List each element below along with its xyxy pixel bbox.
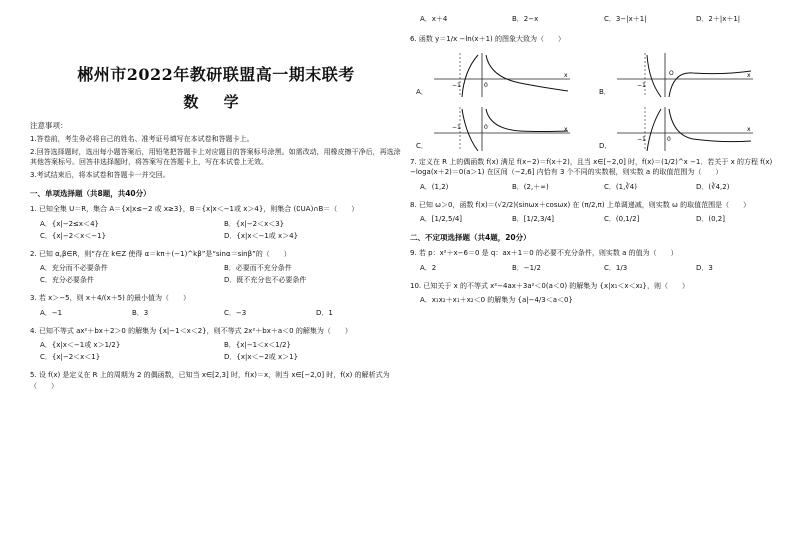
option-b: B．必要而不充分条件	[224, 264, 292, 272]
option-c: C．{x|−2＜x＜1}	[40, 353, 101, 361]
graph-label: B．	[599, 87, 611, 96]
question-1-options	[40, 219, 402, 241]
axis-mark-neg-one: −1	[452, 81, 461, 89]
question-7: 7. 定义在 R 上的偶函数 f(x) 满足 f(x−2)＝f(x＋2)，且当 x∈[−2,0] 时，f(x)＝(1/2)^x −1．若关于 x 的方程 f(x)−loga(x＋2)＝0(a＞1) 在区间（−2,6] 内恰有 3 个不同的实数根，则实数 a 的取值范围为（ ）	[410, 157, 773, 176]
question-2-options	[40, 263, 402, 285]
option-c: C．(1,∛4)	[604, 182, 637, 191]
graph-option-b	[599, 51, 782, 99]
option-d: D．(0,2]	[696, 215, 725, 223]
question-6: 6. 函数 y＝1/x −ln(x＋1) 的图象大致为（ ）	[410, 35, 565, 43]
option-b: B．{x|−1＜x＜1/2}	[224, 341, 291, 349]
question-2: 2. 已知 α,β∈R，则“存在 k∈Z 使得 α＝kπ＋(−1)^kβ”是“sinα＝sinβ”的（ ）	[30, 249, 291, 258]
question-8-options	[420, 214, 782, 224]
graph-a-plot	[430, 51, 580, 99]
exam-subject: 数 学	[183, 93, 249, 111]
notice-item: 2.回答选择题时，选出每小题答案后，用铅笔把答题卡上对应题目的答案标号涂黑。如需改动，用橡皮擦干净后，再选涂其他答案标号。回答非选择题时，将答案写在答题卡上，写在本试卷上无效。	[30, 148, 401, 166]
option-a: A．{x|x＜−1或 x＞1/2}	[40, 341, 121, 349]
option-a: A．[1/2,5/4]	[420, 215, 463, 223]
option-a: A．充分而不必要条件	[40, 264, 108, 272]
option-d: D．既不充分也不必要条件	[224, 276, 307, 284]
graph-c-plot	[430, 105, 580, 153]
axis-mark-x: x	[564, 125, 568, 133]
option-b: B．{x|−2＜x＜3}	[224, 219, 285, 228]
question-4-options	[40, 340, 402, 362]
option-d: D．(∛4,2)	[696, 182, 730, 191]
question-10-option-a: A．x₁x₂＋x₁＋x₂＜0 的解集为 {a|−4/3＜a＜0}	[420, 296, 573, 304]
question-1: 1. 已知全集 U＝R，集合 A＝{x|x≤−2 或 x≥3}，B＝{x|x＜−1或 x＞4}，则集合 (∁UA)∩B＝（ ）	[30, 205, 359, 213]
option-d: D．2＋|x＋1|	[696, 15, 741, 23]
option-c: C．充分必要条件	[40, 276, 94, 284]
graph-option-a	[416, 51, 599, 99]
axis-mark-neg-one: −1	[637, 135, 646, 143]
question-3-options	[40, 308, 402, 318]
option-a: A．−1	[40, 308, 63, 317]
notice-item: 1.答卷前，考生务必将自己的姓名、准考证号填写在本试卷和答题卡上。	[30, 135, 254, 143]
option-a: A．x＋4	[420, 15, 448, 23]
axis-mark-x: x	[564, 71, 568, 79]
option-a: A．2	[420, 263, 437, 272]
notice-block	[30, 120, 402, 180]
right-column	[410, 14, 782, 310]
option-d: D．{x|x＜−2或 x＞1}	[224, 353, 299, 361]
left-column	[30, 40, 402, 395]
option-d: D．3	[696, 263, 713, 272]
graph-option-d	[599, 105, 782, 153]
graph-label: C．	[416, 141, 428, 150]
graph-option-c	[416, 105, 599, 153]
exam-title: 郴州市2022年教研联盟高一期末联考	[77, 65, 355, 84]
option-b: B．(2,＋∞)	[512, 182, 549, 191]
notice-title: 注意事项：	[30, 121, 68, 130]
option-c: C．1/3	[604, 263, 628, 272]
option-a: A．{x|−2≤x＜4}	[40, 219, 99, 228]
axis-mark-zero: 0	[484, 123, 488, 131]
section-heading: 一、单项选择题（共8题，共40分）	[30, 189, 151, 198]
axis-mark-x: x	[747, 125, 751, 133]
notice-item: 3.考试结束后，将本试卷和答题卡一并交回。	[30, 171, 170, 179]
question-5: 5. 设 f(x) 是定义在 R 上的周期为 2 的偶函数，已知当 x∈[2,3] 时，f(x)＝x，则当 x∈[−2,0] 时，f(x) 的解析式为（ ）	[30, 371, 390, 390]
option-d: D．{x|x＜−1或 x＞4}	[224, 231, 299, 240]
axis-mark-neg-one: −1	[452, 123, 461, 131]
option-c: C．−3	[224, 308, 247, 317]
axis-mark-zero: 0	[484, 81, 488, 89]
option-b: B．2−x	[512, 15, 539, 23]
axis-mark-zero: 0	[667, 135, 671, 143]
option-b: B．−1/2	[512, 263, 541, 272]
option-c: C．(0,1/2]	[604, 215, 640, 223]
question-6-graphs	[416, 51, 782, 153]
graph-b-plot	[613, 51, 763, 99]
axis-mark-origin: O	[669, 69, 674, 77]
question-9-options	[420, 263, 782, 273]
option-c: C．3−|x＋1|	[604, 15, 647, 23]
question-7-options	[420, 182, 782, 192]
graph-d-plot	[613, 105, 763, 153]
question-4: 4. 已知不等式 ax²＋bx＋2＞0 的解集为 {x|−1＜x＜2}，则不等式 2x²＋bx＋a＜0 的解集为（ ）	[30, 326, 352, 335]
option-a: A．(1,2)	[420, 182, 449, 191]
option-c: C．{x|−2＜x＜−1}	[40, 231, 107, 240]
option-b: B．3	[132, 308, 149, 317]
section-heading: 二、不定项选择题（共4题，20分）	[410, 233, 531, 242]
option-d: D．1	[316, 308, 333, 317]
question-3: 3. 若 x＞−5，则 x＋4/(x＋5) 的最小值为（ ）	[30, 294, 191, 302]
axis-mark-x: x	[747, 71, 751, 79]
question-5-options	[420, 14, 782, 24]
graph-label: A．	[416, 87, 428, 96]
question-10: 10. 已知关于 x 的不等式 x²−4ax＋3a²＜0(a＜0) 的解集为 {x|x₁＜x＜x₂}，则（ ）	[410, 281, 689, 290]
question-8: 8. 已知 ω＞0，函数 f(x)＝(√2/2)(sinωx＋cosωx) 在 (π/2,π) 上单调递减，则实数 ω 的取值范围是（ ）	[410, 200, 751, 209]
question-9: 9. 若 p：x²＋x−6＝0 是 q：ax＋1＝0 的必要不充分条件，则实数 a 的值为（ ）	[410, 249, 678, 257]
option-b: B．[1/2,3/4]	[512, 215, 555, 223]
axis-mark-neg-one: −1	[637, 81, 646, 89]
graph-label: D．	[599, 141, 612, 150]
